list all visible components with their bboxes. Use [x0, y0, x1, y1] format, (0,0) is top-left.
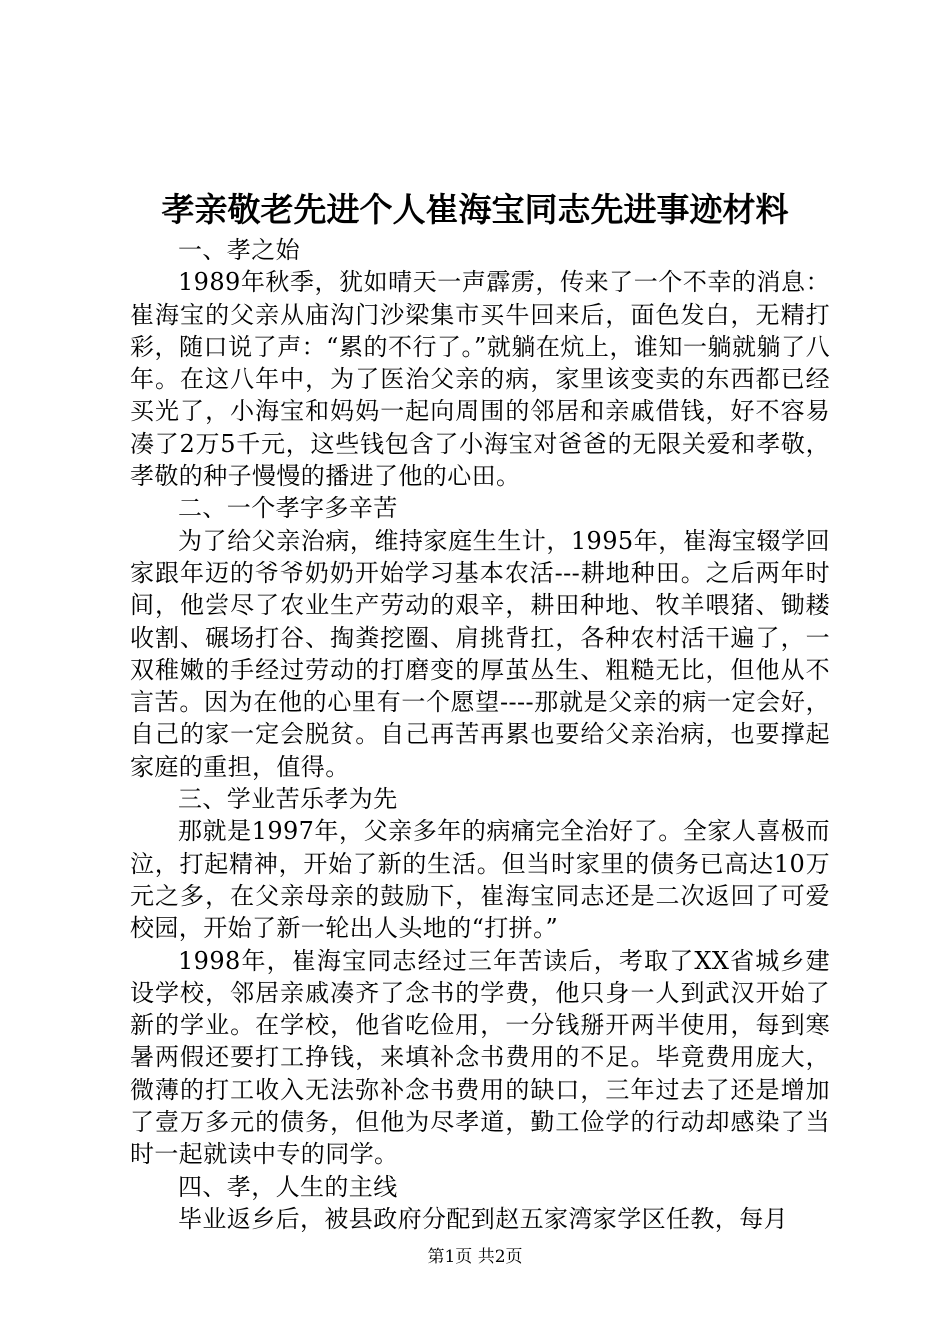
section-heading-2: 二、一个孝字多辛苦 [178, 494, 398, 523]
body-paragraph: 那就是1997年，父亲多年的病痛完全治好了。全家人喜极而泣，打起精神，开始了新的生活。但当时家里的债务已高达10万元之多，在父亲母亲的鼓励下，崔海宝同志还是二次返回了可爱校园，开始了新一轮出人头地的“打拼。” [130, 817, 830, 943]
page-number-footer: 第1页 共2页 [427, 1247, 523, 1267]
body-paragraph: 为了给父亲治病，维持家庭生生计，1995年，崔海宝辍学回家跟年迈的爷爷奶奶开始学习基本农活---耕地种田。之后两年时间，他尝尽了农业生产劳动的艰辛，耕田种地、牧羊喂猪、锄耧收割、碾场打谷、掏粪挖圈、肩挑背扛，各种农村活干遍了，一双稚嫩的手经过劳动的打磨变的厚茧丛生、粗糙无比，但他从不言苦。因为在他的心里有一个愿望----那就是父亲的病一定会好，自己的家一定会脱贫。自己再苦再累也要给父亲治病，也要撑起家庭的重担，值得。 [130, 526, 830, 781]
body-paragraph: 毕业返乡后，被县政府分配到赵五家湾家学区任教，每月 [178, 1204, 788, 1233]
section-heading-1: 一、孝之始 [178, 236, 300, 264]
body-paragraph: 1998年，崔海宝同志经过三年苦读后，考取了XX省城乡建设学校，邻居亲戚凑齐了念书的学费，他只身一人到武汉开始了新的学业。在学校，他省吃俭用，一分钱掰开两半使用，每到寒暑两假还要打工挣钱，来填补念书费用的不足。毕竟费用庞大，微薄的打工收入无法弥补念书费用的缺口，三年过去了还是增加了壹万多元的债务，但他为尽孝道，勤工俭学的行动却感染了当时一起就读中专的同学。 [130, 946, 830, 1169]
section-heading-4: 四、孝，人生的主线 [178, 1172, 398, 1201]
document-body [130, 234, 830, 1235]
section-heading-3: 三、学业苦乐孝为先 [178, 785, 398, 814]
document-title: 孝亲敬老先进个人崔海宝同志先进事迹材料 [161, 190, 789, 229]
body-paragraph: 1989年秋季，犹如晴天一声霹雳，传来了一个不幸的消息：崔海宝的父亲从庙沟门沙梁集市买牛回来后，面色发白，无精打彩，随口说了声：“累的不行了。”就躺在炕上，谁知一躺就躺了八年。在这八年中，为了医治父亲的病，家里该变卖的东西都已经买光了，小海宝和妈妈一起向周围的邻居和亲戚借钱，好不容易凑了2万5千元，这些钱包含了小海宝对爸爸的无限关爱和孝敬，孝敬的种子慢慢的播进了他的心田。 [130, 268, 830, 491]
